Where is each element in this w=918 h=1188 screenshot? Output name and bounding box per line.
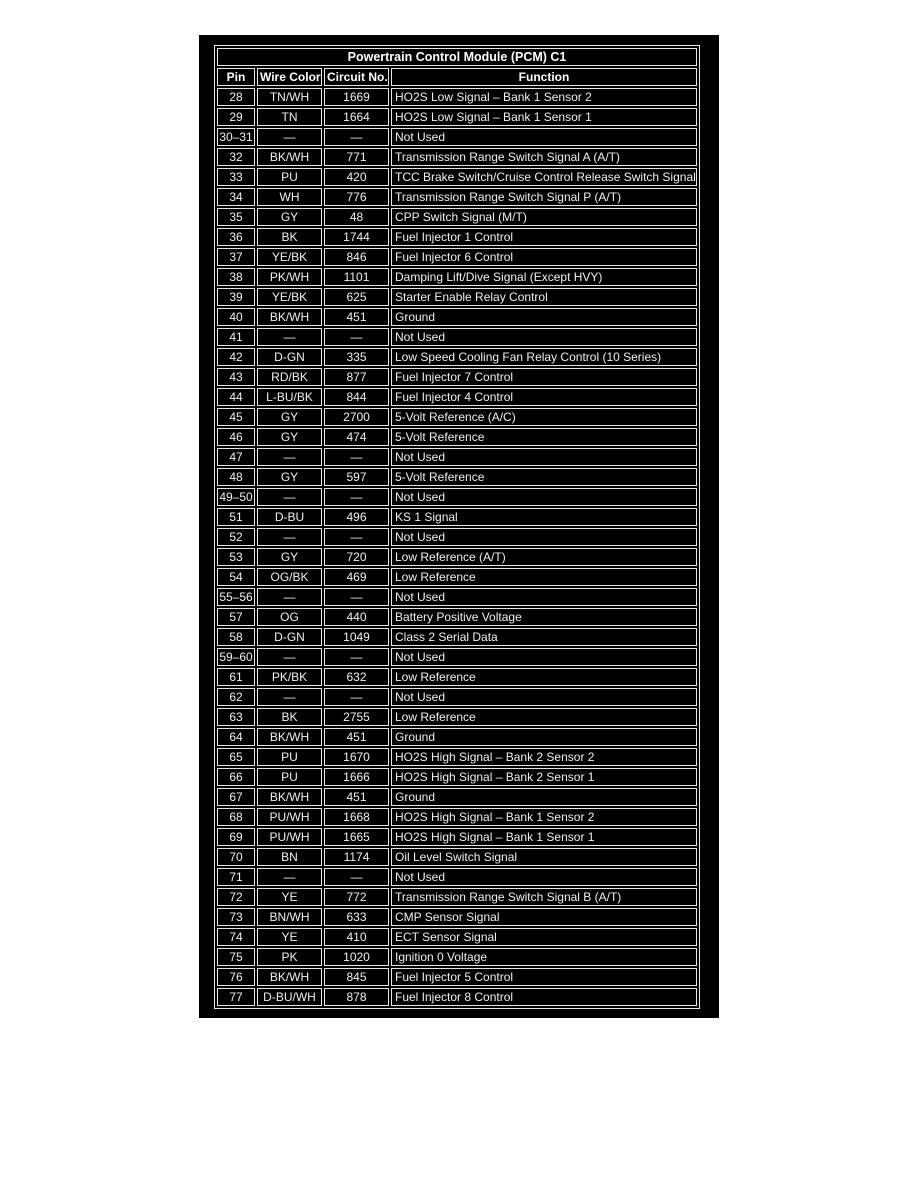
pin-cell: 29: [217, 108, 255, 126]
wire-color-cell: OG/BK: [257, 568, 322, 586]
pin-cell: 28: [217, 88, 255, 106]
column-header-circuit-no: Circuit No.: [324, 68, 389, 86]
circuit-no-cell: 1666: [324, 768, 389, 786]
function-cell: Fuel Injector 4 Control: [391, 388, 697, 406]
pin-cell: 68: [217, 808, 255, 826]
pin-cell: 65: [217, 748, 255, 766]
circuit-no-cell: 625: [324, 288, 389, 306]
circuit-no-cell: 845: [324, 968, 389, 986]
table-row: [217, 668, 697, 686]
table-row: [217, 188, 697, 206]
pin-cell: 62: [217, 688, 255, 706]
circuit-no-cell: 451: [324, 728, 389, 746]
circuit-no-cell: 1101: [324, 268, 389, 286]
pin-cell: 32: [217, 148, 255, 166]
wire-color-cell: —: [257, 648, 322, 666]
table-row: [217, 268, 697, 286]
wire-color-cell: BN/WH: [257, 908, 322, 926]
pin-cell: 35: [217, 208, 255, 226]
wire-color-cell: —: [257, 868, 322, 886]
pin-cell: 30–31: [217, 128, 255, 146]
pin-cell: 69: [217, 828, 255, 846]
pin-cell: 51: [217, 508, 255, 526]
wire-color-cell: PK: [257, 948, 322, 966]
pin-cell: 63: [217, 708, 255, 726]
pin-cell: 58: [217, 628, 255, 646]
function-cell: Not Used: [391, 448, 697, 466]
circuit-no-cell: 440: [324, 608, 389, 626]
table-row: [217, 128, 697, 146]
wire-color-cell: GY: [257, 208, 322, 226]
pin-cell: 39: [217, 288, 255, 306]
pin-cell: 55–56: [217, 588, 255, 606]
circuit-no-cell: 451: [324, 308, 389, 326]
pcm-pinout-table: [214, 45, 700, 1009]
table-row: [217, 508, 697, 526]
function-cell: Transmission Range Switch Signal P (A/T): [391, 188, 697, 206]
circuit-no-cell: 474: [324, 428, 389, 446]
circuit-no-cell: 878: [324, 988, 389, 1006]
circuit-no-cell: 1049: [324, 628, 389, 646]
circuit-no-cell: 1669: [324, 88, 389, 106]
pin-cell: 75: [217, 948, 255, 966]
function-cell: Starter Enable Relay Control: [391, 288, 697, 306]
pin-cell: 64: [217, 728, 255, 746]
function-cell: 5-Volt Reference: [391, 468, 697, 486]
table-row: [217, 688, 697, 706]
function-cell: Not Used: [391, 128, 697, 146]
pin-cell: 73: [217, 908, 255, 926]
table-row: [217, 848, 697, 866]
pin-cell: 70: [217, 848, 255, 866]
function-cell: Transmission Range Switch Signal B (A/T): [391, 888, 697, 906]
circuit-no-cell: 877: [324, 368, 389, 386]
circuit-no-cell: 771: [324, 148, 389, 166]
wire-color-cell: PK/BK: [257, 668, 322, 686]
pin-cell: 43: [217, 368, 255, 386]
circuit-no-cell: 335: [324, 348, 389, 366]
table-title-row: [217, 48, 697, 66]
wire-color-cell: D-GN: [257, 628, 322, 646]
function-cell: Ignition 0 Voltage: [391, 948, 697, 966]
pin-cell: 66: [217, 768, 255, 786]
function-cell: Battery Positive Voltage: [391, 608, 697, 626]
function-cell: Fuel Injector 1 Control: [391, 228, 697, 246]
function-cell: Not Used: [391, 328, 697, 346]
column-header-pin: Pin: [217, 68, 255, 86]
circuit-no-cell: 48: [324, 208, 389, 226]
pin-cell: 67: [217, 788, 255, 806]
table-row: [217, 728, 697, 746]
pin-cell: 52: [217, 528, 255, 546]
table-row: [217, 928, 697, 946]
circuit-no-cell: 597: [324, 468, 389, 486]
function-cell: Ground: [391, 728, 697, 746]
table-row: [217, 868, 697, 886]
pin-cell: 42: [217, 348, 255, 366]
table-row: [217, 368, 697, 386]
function-cell: Not Used: [391, 648, 697, 666]
wire-color-cell: BN: [257, 848, 322, 866]
function-cell: Not Used: [391, 588, 697, 606]
table-row: [217, 588, 697, 606]
wire-color-cell: —: [257, 528, 322, 546]
pin-cell: 57: [217, 608, 255, 626]
wire-color-cell: TN/WH: [257, 88, 322, 106]
circuit-no-cell: 1668: [324, 808, 389, 826]
table-row: [217, 908, 697, 926]
pin-cell: 59–60: [217, 648, 255, 666]
circuit-no-cell: —: [324, 868, 389, 886]
function-cell: Low Speed Cooling Fan Relay Control (10 Series): [391, 348, 697, 366]
table-row: [217, 648, 697, 666]
wire-color-cell: —: [257, 488, 322, 506]
wire-color-cell: —: [257, 688, 322, 706]
table-row: [217, 408, 697, 426]
pin-cell: 54: [217, 568, 255, 586]
function-cell: Not Used: [391, 528, 697, 546]
pin-cell: 34: [217, 188, 255, 206]
function-cell: 5-Volt Reference (A/C): [391, 408, 697, 426]
circuit-no-cell: 772: [324, 888, 389, 906]
circuit-no-cell: —: [324, 588, 389, 606]
function-cell: HO2S Low Signal – Bank 1 Sensor 2: [391, 88, 697, 106]
function-cell: ECT Sensor Signal: [391, 928, 697, 946]
table-row: [217, 488, 697, 506]
function-cell: CPP Switch Signal (M/T): [391, 208, 697, 226]
wire-color-cell: BK: [257, 708, 322, 726]
wire-color-cell: D-BU/WH: [257, 988, 322, 1006]
circuit-no-cell: 451: [324, 788, 389, 806]
circuit-no-cell: —: [324, 488, 389, 506]
table-row: [217, 388, 697, 406]
table-row: [217, 828, 697, 846]
circuit-no-cell: 1665: [324, 828, 389, 846]
circuit-no-cell: —: [324, 448, 389, 466]
pin-cell: 71: [217, 868, 255, 886]
wire-color-cell: —: [257, 328, 322, 346]
pin-cell: 77: [217, 988, 255, 1006]
circuit-no-cell: —: [324, 648, 389, 666]
wire-color-cell: BK/WH: [257, 148, 322, 166]
table-header-row: [217, 68, 697, 86]
table-row: [217, 968, 697, 986]
wire-color-cell: PK/WH: [257, 268, 322, 286]
wire-color-cell: PU: [257, 748, 322, 766]
function-cell: Not Used: [391, 688, 697, 706]
function-cell: HO2S Low Signal – Bank 1 Sensor 1: [391, 108, 697, 126]
pin-cell: 76: [217, 968, 255, 986]
table-row: [217, 248, 697, 266]
circuit-no-cell: 2700: [324, 408, 389, 426]
pin-cell: 48: [217, 468, 255, 486]
table-row: [217, 108, 697, 126]
table-row: [217, 748, 697, 766]
wire-color-cell: BK/WH: [257, 968, 322, 986]
circuit-no-cell: 1174: [324, 848, 389, 866]
wire-color-cell: GY: [257, 428, 322, 446]
pin-cell: 61: [217, 668, 255, 686]
function-cell: Not Used: [391, 488, 697, 506]
table-row: [217, 468, 697, 486]
function-cell: Ground: [391, 788, 697, 806]
function-cell: Low Reference: [391, 568, 697, 586]
table-row: [217, 528, 697, 546]
circuit-no-cell: 496: [324, 508, 389, 526]
wire-color-cell: YE: [257, 888, 322, 906]
function-cell: TCC Brake Switch/Cruise Control Release Switch Signal: [391, 168, 697, 186]
wire-color-cell: WH: [257, 188, 322, 206]
circuit-no-cell: 1020: [324, 948, 389, 966]
circuit-no-cell: 2755: [324, 708, 389, 726]
wire-color-cell: PU/WH: [257, 828, 322, 846]
wire-color-cell: BK/WH: [257, 308, 322, 326]
wire-color-cell: PU/WH: [257, 808, 322, 826]
wire-color-cell: PU: [257, 768, 322, 786]
wire-color-cell: PU: [257, 168, 322, 186]
wire-color-cell: RD/BK: [257, 368, 322, 386]
function-cell: Fuel Injector 8 Control: [391, 988, 697, 1006]
wire-color-cell: TN: [257, 108, 322, 126]
pin-cell: 33: [217, 168, 255, 186]
function-cell: Low Reference (A/T): [391, 548, 697, 566]
function-cell: HO2S High Signal – Bank 2 Sensor 2: [391, 748, 697, 766]
wire-color-cell: GY: [257, 548, 322, 566]
column-header-wire-color: Wire Color: [257, 68, 322, 86]
table-row: [217, 608, 697, 626]
function-cell: Fuel Injector 6 Control: [391, 248, 697, 266]
function-cell: 5-Volt Reference: [391, 428, 697, 446]
circuit-no-cell: 846: [324, 248, 389, 266]
table-row: [217, 348, 697, 366]
circuit-no-cell: —: [324, 328, 389, 346]
function-cell: Low Reference: [391, 708, 697, 726]
wire-color-cell: —: [257, 448, 322, 466]
table-row: [217, 548, 697, 566]
circuit-no-cell: 1744: [324, 228, 389, 246]
function-cell: Not Used: [391, 868, 697, 886]
table-row: [217, 568, 697, 586]
pin-cell: 40: [217, 308, 255, 326]
pin-cell: 74: [217, 928, 255, 946]
function-cell: HO2S High Signal – Bank 1 Sensor 1: [391, 828, 697, 846]
circuit-no-cell: 776: [324, 188, 389, 206]
pin-cell: 45: [217, 408, 255, 426]
pin-cell: 36: [217, 228, 255, 246]
function-cell: Low Reference: [391, 668, 697, 686]
function-cell: KS 1 Signal: [391, 508, 697, 526]
circuit-no-cell: 1664: [324, 108, 389, 126]
pin-cell: 49–50: [217, 488, 255, 506]
function-cell: Fuel Injector 7 Control: [391, 368, 697, 386]
wire-color-cell: —: [257, 588, 322, 606]
table-row: [217, 88, 697, 106]
wire-color-cell: L-BU/BK: [257, 388, 322, 406]
function-cell: Ground: [391, 308, 697, 326]
pin-cell: 46: [217, 428, 255, 446]
table-row: [217, 328, 697, 346]
wire-color-cell: OG: [257, 608, 322, 626]
function-cell: Oil Level Switch Signal: [391, 848, 697, 866]
wire-color-cell: GY: [257, 468, 322, 486]
table-row: [217, 308, 697, 326]
table-row: [217, 628, 697, 646]
function-cell: HO2S High Signal – Bank 2 Sensor 1: [391, 768, 697, 786]
table-row: [217, 428, 697, 446]
table-row: [217, 228, 697, 246]
circuit-no-cell: 420: [324, 168, 389, 186]
function-cell: Damping Lift/Dive Signal (Except HVY): [391, 268, 697, 286]
table-row: [217, 788, 697, 806]
wire-color-cell: YE/BK: [257, 288, 322, 306]
table-body: [217, 88, 697, 1006]
pin-cell: 53: [217, 548, 255, 566]
table-row: [217, 208, 697, 226]
wire-color-cell: D-GN: [257, 348, 322, 366]
table-row: [217, 988, 697, 1006]
circuit-no-cell: 469: [324, 568, 389, 586]
circuit-no-cell: —: [324, 528, 389, 546]
wire-color-cell: BK: [257, 228, 322, 246]
wire-color-cell: BK/WH: [257, 728, 322, 746]
table-row: [217, 168, 697, 186]
circuit-no-cell: 633: [324, 908, 389, 926]
table-row: [217, 148, 697, 166]
table-title: Powertrain Control Module (PCM) C1: [217, 48, 697, 66]
pin-cell: 47: [217, 448, 255, 466]
pin-cell: 38: [217, 268, 255, 286]
table-row: [217, 288, 697, 306]
function-cell: HO2S High Signal – Bank 1 Sensor 2: [391, 808, 697, 826]
table-row: [217, 948, 697, 966]
wire-color-cell: BK/WH: [257, 788, 322, 806]
circuit-no-cell: 844: [324, 388, 389, 406]
circuit-no-cell: 410: [324, 928, 389, 946]
wire-color-cell: D-BU: [257, 508, 322, 526]
column-header-function: Function: [391, 68, 697, 86]
table-row: [217, 808, 697, 826]
circuit-no-cell: 632: [324, 668, 389, 686]
table-row: [217, 708, 697, 726]
function-cell: Fuel Injector 5 Control: [391, 968, 697, 986]
wire-color-cell: —: [257, 128, 322, 146]
pcm-connector-pinout-figure: [199, 35, 719, 1018]
circuit-no-cell: —: [324, 688, 389, 706]
circuit-no-cell: 1670: [324, 748, 389, 766]
table-row: [217, 768, 697, 786]
wire-color-cell: GY: [257, 408, 322, 426]
pin-cell: 72: [217, 888, 255, 906]
circuit-no-cell: —: [324, 128, 389, 146]
table-row: [217, 448, 697, 466]
function-cell: Class 2 Serial Data: [391, 628, 697, 646]
circuit-no-cell: 720: [324, 548, 389, 566]
pin-cell: 41: [217, 328, 255, 346]
wire-color-cell: YE/BK: [257, 248, 322, 266]
wire-color-cell: YE: [257, 928, 322, 946]
function-cell: CMP Sensor Signal: [391, 908, 697, 926]
table-row: [217, 888, 697, 906]
pin-cell: 37: [217, 248, 255, 266]
pin-cell: 44: [217, 388, 255, 406]
function-cell: Transmission Range Switch Signal A (A/T): [391, 148, 697, 166]
